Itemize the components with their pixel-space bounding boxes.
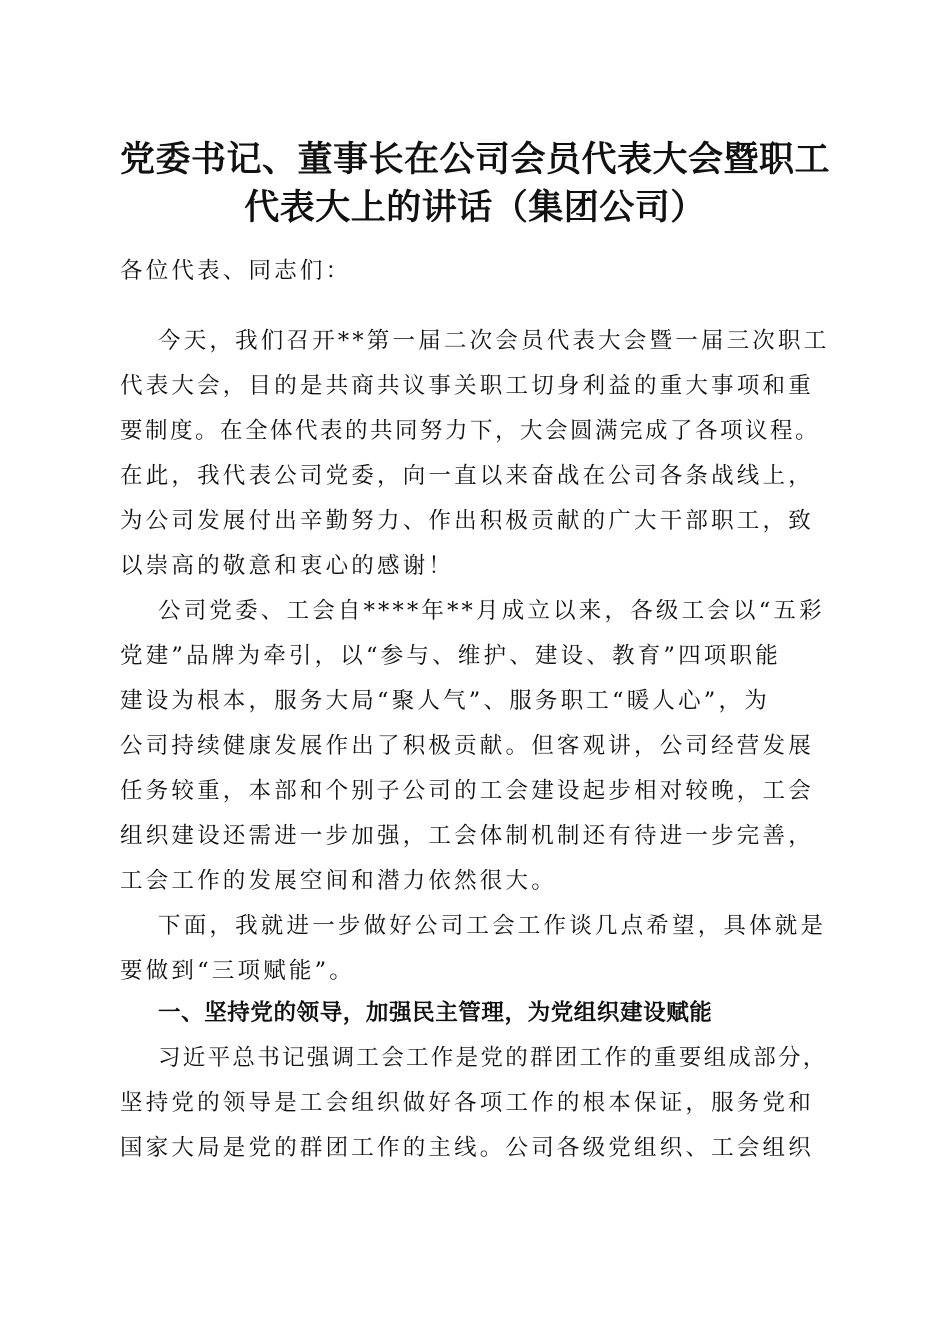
paragraph-line: 组织建设还需进一步加强，工会体制机制还有待进一步完善， bbox=[120, 823, 814, 849]
paragraph-line: 习近平总书记强调工会工作是党的群团工作的重要组成部分， bbox=[158, 1045, 828, 1071]
document-title-line-2: 代表大上的讲话（集团公司） bbox=[244, 187, 706, 228]
paragraph-line: 公司党委、工会自****年**月成立以来，各级工会以“五彩 bbox=[158, 598, 825, 624]
salutation: 各位代表、同志们： bbox=[120, 258, 352, 284]
paragraph-line: 国家大局是党的群团工作的主线。公司各级党组织、工会组织 bbox=[120, 1135, 814, 1161]
paragraph-line: 为公司发展付出辛勤努力、作出积极贡献的广大干部职工，致 bbox=[120, 508, 814, 534]
paragraph-line: 今天，我们召开**第一届二次会员代表大会暨一届三次职工 bbox=[158, 328, 830, 354]
paragraph-line: 工会工作的发展空间和潜力依然很大。 bbox=[120, 868, 557, 894]
paragraph-line: 公司持续健康发展作出了积极贡献。但客观讲，公司经营发展 bbox=[120, 733, 814, 759]
paragraph-line: 建设为根本，服务大局“聚人气”、服务职工“暖人心”，为 bbox=[120, 688, 770, 714]
paragraph-line: 要制度。在全体代表的共同努力下，大会圆满完成了各项议程。 bbox=[120, 418, 821, 444]
paragraph-line: 以崇高的敬意和衷心的感谢！ bbox=[120, 553, 455, 579]
paragraph-line: 下面，我就进一步做好公司工会工作谈几点希望，具体就是 bbox=[158, 913, 827, 939]
paragraph-line: 代表大会，目的是共商共议事关职工切身利益的重大事项和重 bbox=[120, 373, 814, 399]
paragraph-line: 任务较重，本部和个别子公司的工会建设起步相对较晚，工会 bbox=[120, 778, 814, 804]
paragraph-line: 要做到“三项赋能”。 bbox=[120, 958, 356, 984]
section-heading: 一、坚持党的领导，加强民主管理，为党组织建设赋能 bbox=[158, 1000, 713, 1026]
paragraph-line: 坚持党的领导是工会组织做好各项工作的根本保证，服务党和 bbox=[120, 1090, 814, 1116]
document-title-line-1: 党委书记、董事长在公司会员代表大会暨职工 bbox=[119, 139, 830, 180]
paragraph-line: 在此，我代表公司党委，向一直以来奋战在公司各条战线上， bbox=[120, 463, 814, 489]
paragraph-line: 党建”品牌为牵引，以“参与、维护、建设、教育”四项职能 bbox=[120, 643, 781, 669]
